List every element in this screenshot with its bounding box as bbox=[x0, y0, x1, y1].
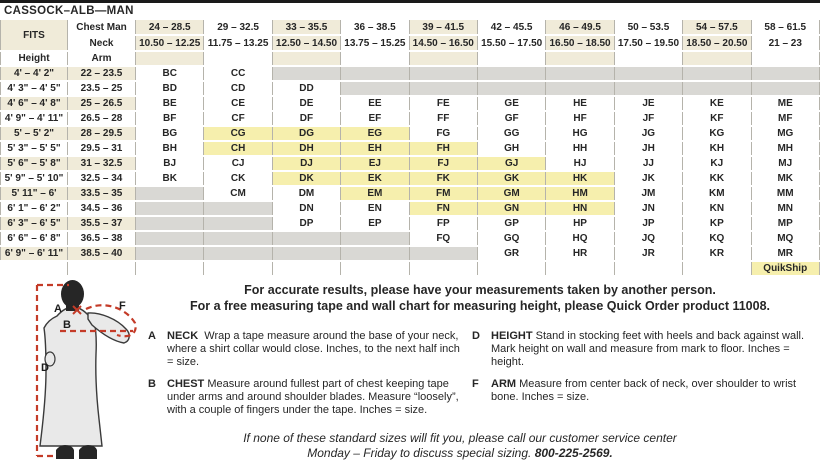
unavailable-cell bbox=[341, 247, 409, 260]
size-code-cell: DM bbox=[273, 187, 341, 200]
size-code-cell: EP bbox=[341, 217, 409, 230]
size-code-cell: CC bbox=[204, 67, 272, 80]
size-code-cell: GF bbox=[478, 112, 546, 125]
chest-range-cell: 42 – 45.5 bbox=[478, 20, 546, 34]
intro-text bbox=[140, 282, 820, 314]
size-code-cell: JK bbox=[615, 172, 683, 185]
size-code-cell: DF bbox=[273, 112, 341, 125]
empty-header-cell bbox=[273, 52, 341, 65]
size-code-cell: KM bbox=[683, 187, 751, 200]
size-code-cell: MH bbox=[752, 142, 820, 155]
note-text: Measure around fullest part of chest keeping tape under arms and around shoulder blades. Measure “loosely”, with a couple of fingers under the tape. Inches = size. bbox=[167, 378, 459, 416]
special-sizing-note bbox=[100, 431, 820, 461]
size-table-header bbox=[0, 20, 820, 65]
empty-header-cell bbox=[204, 52, 272, 65]
size-row bbox=[0, 217, 820, 230]
size-code-cell: EH bbox=[341, 142, 409, 155]
note-term: CHEST bbox=[167, 378, 205, 390]
size-table bbox=[0, 18, 820, 277]
note-neck bbox=[148, 330, 466, 369]
arm-range-cell: 31 – 32.5 bbox=[68, 157, 136, 170]
note-letter: B bbox=[148, 378, 156, 390]
neck-range-cell: 18.50 – 20.50 bbox=[683, 36, 751, 50]
size-code-cell: DJ bbox=[273, 157, 341, 170]
size-row bbox=[0, 202, 820, 215]
size-code-cell: GJ bbox=[478, 157, 546, 170]
chest-range-cell: 58 – 61.5 bbox=[752, 20, 820, 34]
spacer-cell bbox=[136, 262, 204, 275]
unavailable-cell bbox=[273, 67, 341, 80]
unavailable-cell bbox=[546, 67, 614, 80]
size-code-cell: JE bbox=[615, 97, 683, 110]
unavailable-cell bbox=[136, 217, 204, 230]
size-code-cell: MM bbox=[752, 187, 820, 200]
size-code-cell: DP bbox=[273, 217, 341, 230]
arm-range-cell: 26.5 – 28 bbox=[68, 112, 136, 125]
size-code-cell: BK bbox=[136, 172, 204, 185]
arm-range-cell: 25 – 26.5 bbox=[68, 97, 136, 110]
size-code-cell: MQ bbox=[752, 232, 820, 245]
size-code-cell: GN bbox=[478, 202, 546, 215]
unavailable-cell bbox=[273, 247, 341, 260]
unavailable-cell bbox=[341, 82, 409, 95]
size-code-cell: MR bbox=[752, 247, 820, 260]
size-code-cell: FG bbox=[410, 127, 478, 140]
unavailable-cell bbox=[136, 247, 204, 260]
size-code-cell: CM bbox=[204, 187, 272, 200]
unavailable-cell bbox=[410, 247, 478, 260]
size-code-cell: MN bbox=[752, 202, 820, 215]
spacer-cell bbox=[546, 262, 614, 275]
intro-line-2: For a free measuring tape and wall chart for measuring height, please Quick Order product 11008. bbox=[189, 299, 771, 313]
height-range-cell: 5' 9" – 5' 10" bbox=[0, 172, 68, 185]
size-code-cell: HM bbox=[546, 187, 614, 200]
spacer-cell bbox=[341, 262, 409, 275]
height-column-header: Height bbox=[0, 52, 68, 65]
note-body bbox=[491, 330, 820, 369]
size-code-cell: CE bbox=[204, 97, 272, 110]
neck-row-label: Neck bbox=[68, 36, 136, 50]
size-code-cell: FM bbox=[410, 187, 478, 200]
size-code-cell: JP bbox=[615, 217, 683, 230]
arm-range-cell: 38.5 – 40 bbox=[68, 247, 136, 260]
left-foot-shape bbox=[56, 445, 74, 459]
neck-range-cell: 16.50 – 18.50 bbox=[546, 36, 614, 50]
notes-column-left bbox=[148, 330, 466, 426]
size-code-cell: KH bbox=[683, 142, 751, 155]
neck-range-cell: 11.75 – 13.25 bbox=[204, 36, 272, 50]
size-code-cell: BC bbox=[136, 67, 204, 80]
size-code-cell: EJ bbox=[341, 157, 409, 170]
empty-header-cell bbox=[546, 52, 614, 65]
unavailable-cell bbox=[341, 232, 409, 245]
arm-range-cell: 23.5 – 25 bbox=[68, 82, 136, 95]
size-code-cell: DH bbox=[273, 142, 341, 155]
note-height bbox=[472, 330, 820, 369]
size-code-cell: KN bbox=[683, 202, 751, 215]
neck-range-cell: 21 – 23 bbox=[752, 36, 820, 50]
arm-range-cell: 28 – 29.5 bbox=[68, 127, 136, 140]
quikship-row bbox=[0, 262, 820, 275]
height-range-cell: 6' 6" – 6' 8" bbox=[0, 232, 68, 245]
height-range-cell: 4' 6" – 4' 8" bbox=[0, 97, 68, 110]
arm-range-cell: 36.5 – 38 bbox=[68, 232, 136, 245]
note-letter: F bbox=[472, 378, 479, 390]
size-code-cell: EF bbox=[341, 112, 409, 125]
size-code-cell: HP bbox=[546, 217, 614, 230]
size-code-cell: JM bbox=[615, 187, 683, 200]
note-letter: A bbox=[148, 330, 156, 342]
notes-column-right bbox=[472, 330, 820, 413]
size-code-cell: MJ bbox=[752, 157, 820, 170]
size-code-cell: HF bbox=[546, 112, 614, 125]
special-sizing-line-1: If none of these standard sizes will fit you, please call our customer service center bbox=[243, 431, 677, 445]
unavailable-cell bbox=[683, 82, 751, 95]
size-code-cell: GR bbox=[478, 247, 546, 260]
unavailable-cell bbox=[546, 82, 614, 95]
note-body bbox=[491, 378, 820, 404]
empty-header-cell bbox=[615, 52, 683, 65]
intro-line-1: For accurate results, please have your measurements taken by another person. bbox=[244, 283, 716, 297]
neck-range-cell: 13.75 – 15.25 bbox=[341, 36, 409, 50]
spacer-cell bbox=[204, 262, 272, 275]
size-code-cell: KG bbox=[683, 127, 751, 140]
special-sizing-text: Monday – Friday to discuss special sizing. bbox=[307, 446, 532, 460]
unavailable-cell bbox=[204, 247, 272, 260]
size-code-cell: CJ bbox=[204, 157, 272, 170]
chest-range-cell: 24 – 28.5 bbox=[136, 20, 204, 34]
size-code-cell: FF bbox=[410, 112, 478, 125]
spacer-cell bbox=[410, 262, 478, 275]
size-code-cell: CG bbox=[204, 127, 272, 140]
empty-header-cell bbox=[478, 52, 546, 65]
size-code-cell: KP bbox=[683, 217, 751, 230]
size-code-cell: FK bbox=[410, 172, 478, 185]
size-code-cell: EE bbox=[341, 97, 409, 110]
size-code-cell: KJ bbox=[683, 157, 751, 170]
size-code-cell: FH bbox=[410, 142, 478, 155]
empty-header-cell bbox=[341, 52, 409, 65]
neck-range-cell: 17.50 – 19.50 bbox=[615, 36, 683, 50]
size-code-cell: GG bbox=[478, 127, 546, 140]
size-code-cell: CF bbox=[204, 112, 272, 125]
size-code-cell: JR bbox=[615, 247, 683, 260]
unavailable-cell bbox=[341, 67, 409, 80]
size-code-cell: DD bbox=[273, 82, 341, 95]
size-row bbox=[0, 172, 820, 185]
empty-header-cell bbox=[683, 52, 751, 65]
arm-range-cell: 33.5 – 35 bbox=[68, 187, 136, 200]
height-range-cell: 5' 6" – 5' 8" bbox=[0, 157, 68, 170]
size-code-cell: CH bbox=[204, 142, 272, 155]
unavailable-cell bbox=[752, 82, 820, 95]
size-row bbox=[0, 112, 820, 125]
spacer-cell bbox=[478, 262, 546, 275]
size-code-cell: KF bbox=[683, 112, 751, 125]
size-code-cell: HQ bbox=[546, 232, 614, 245]
unavailable-cell bbox=[136, 232, 204, 245]
size-code-cell: DG bbox=[273, 127, 341, 140]
chest-range-cell: 36 – 38.5 bbox=[341, 20, 409, 34]
note-chest bbox=[148, 378, 466, 417]
unavailable-cell bbox=[478, 82, 546, 95]
size-table-body bbox=[0, 67, 820, 275]
height-range-cell: 5' 11" – 6' bbox=[0, 187, 68, 200]
fits-header-cell: FITS bbox=[0, 20, 68, 50]
size-code-cell: BH bbox=[136, 142, 204, 155]
size-code-cell: GH bbox=[478, 142, 546, 155]
size-code-cell: ME bbox=[752, 97, 820, 110]
size-code-cell: JH bbox=[615, 142, 683, 155]
size-code-cell: EN bbox=[341, 202, 409, 215]
special-sizing-line-2 bbox=[100, 446, 820, 461]
chest-range-cell: 29 – 32.5 bbox=[204, 20, 272, 34]
size-code-cell: GP bbox=[478, 217, 546, 230]
neck-range-cell: 15.50 – 17.50 bbox=[478, 36, 546, 50]
size-row bbox=[0, 157, 820, 170]
size-code-cell: JF bbox=[615, 112, 683, 125]
arm-column-header: Arm bbox=[68, 52, 136, 65]
spacer-cell bbox=[615, 262, 683, 275]
size-code-cell: MF bbox=[752, 112, 820, 125]
size-code-cell: DN bbox=[273, 202, 341, 215]
size-code-cell: HJ bbox=[546, 157, 614, 170]
figure-label-arm: F bbox=[119, 300, 126, 312]
neck-range-cell: 10.50 – 12.25 bbox=[136, 36, 204, 50]
size-code-cell: FJ bbox=[410, 157, 478, 170]
figure-label-chest: B bbox=[63, 319, 71, 331]
size-code-cell: JQ bbox=[615, 232, 683, 245]
chest-range-cell: 46 – 49.5 bbox=[546, 20, 614, 34]
size-code-cell: FN bbox=[410, 202, 478, 215]
arm-range-cell: 32.5 – 34 bbox=[68, 172, 136, 185]
robe-shape bbox=[40, 307, 102, 446]
height-range-cell: 6' 1" – 6' 2" bbox=[0, 202, 68, 215]
size-code-cell: GE bbox=[478, 97, 546, 110]
size-code-cell: KR bbox=[683, 247, 751, 260]
note-term: ARM bbox=[491, 378, 517, 390]
size-code-cell: BE bbox=[136, 97, 204, 110]
size-code-cell: DE bbox=[273, 97, 341, 110]
unavailable-cell bbox=[752, 67, 820, 80]
height-range-cell: 4' – 4' 2" bbox=[0, 67, 68, 80]
size-code-cell: HN bbox=[546, 202, 614, 215]
size-code-cell: FP bbox=[410, 217, 478, 230]
height-range-cell: 6' 3" – 6' 5" bbox=[0, 217, 68, 230]
unavailable-cell bbox=[615, 82, 683, 95]
size-code-cell: CK bbox=[204, 172, 272, 185]
note-text: Stand in stocking feet with heels and back against wall. Mark height on wall and measure from mark to floor. Inches = height. bbox=[491, 330, 805, 368]
note-body bbox=[167, 378, 466, 417]
head-shape bbox=[61, 280, 84, 308]
size-code-cell: HH bbox=[546, 142, 614, 155]
size-code-cell: KE bbox=[683, 97, 751, 110]
size-code-cell: BD bbox=[136, 82, 204, 95]
size-code-cell: JN bbox=[615, 202, 683, 215]
size-code-cell: FE bbox=[410, 97, 478, 110]
empty-header-cell bbox=[410, 52, 478, 65]
unavailable-cell bbox=[204, 217, 272, 230]
arm-range-cell: 35.5 – 37 bbox=[68, 217, 136, 230]
unavailable-cell bbox=[410, 67, 478, 80]
customer-service-phone: 800-225-2569. bbox=[534, 446, 613, 460]
size-code-cell: GQ bbox=[478, 232, 546, 245]
unavailable-cell bbox=[136, 187, 204, 200]
figure-label-neck: A bbox=[54, 303, 62, 315]
unavailable-cell bbox=[478, 67, 546, 80]
arm-range-cell: 22 – 23.5 bbox=[68, 67, 136, 80]
figure-label-height: D bbox=[41, 362, 49, 374]
size-row bbox=[0, 187, 820, 200]
spacer-cell bbox=[68, 262, 136, 275]
note-letter: D bbox=[472, 330, 480, 342]
size-code-cell: MG bbox=[752, 127, 820, 140]
note-body bbox=[167, 330, 466, 369]
arm-range-cell: 34.5 – 36 bbox=[68, 202, 136, 215]
size-code-cell: HE bbox=[546, 97, 614, 110]
spacer-cell bbox=[273, 262, 341, 275]
spacer-cell bbox=[0, 262, 68, 275]
note-term: NECK bbox=[167, 330, 199, 342]
size-code-cell: GM bbox=[478, 187, 546, 200]
size-code-cell: BJ bbox=[136, 157, 204, 170]
size-code-cell: FQ bbox=[410, 232, 478, 245]
neck-range-cell: 12.50 – 14.50 bbox=[273, 36, 341, 50]
chest-row-label: Chest Man bbox=[68, 20, 136, 34]
size-row bbox=[0, 127, 820, 140]
note-text: Wrap a tape measure around the base of your neck, where a shirt collar would close. Inches, to the next half inch = size. bbox=[167, 330, 460, 368]
height-range-cell: 4' 3" – 4' 5" bbox=[0, 82, 68, 95]
size-code-cell: GK bbox=[478, 172, 546, 185]
size-code-cell: EM bbox=[341, 187, 409, 200]
chart-title: CASSOCK–ALB—MAN bbox=[0, 0, 820, 19]
chest-range-cell: 33 – 35.5 bbox=[273, 20, 341, 34]
size-row bbox=[0, 82, 820, 95]
size-code-cell: EK bbox=[341, 172, 409, 185]
height-range-cell: 6' 9" – 6' 11" bbox=[0, 247, 68, 260]
size-code-cell: KK bbox=[683, 172, 751, 185]
height-range-cell: 4' 9" – 4' 11" bbox=[0, 112, 68, 125]
size-code-cell: HR bbox=[546, 247, 614, 260]
chest-range-cell: 50 – 53.5 bbox=[615, 20, 683, 34]
size-row bbox=[0, 67, 820, 80]
size-code-cell: BF bbox=[136, 112, 204, 125]
unavailable-cell bbox=[615, 67, 683, 80]
size-row bbox=[0, 247, 820, 260]
unavailable-cell bbox=[204, 202, 272, 215]
size-code-cell: EG bbox=[341, 127, 409, 140]
size-code-cell: MP bbox=[752, 217, 820, 230]
arm-range-cell: 29.5 – 31 bbox=[68, 142, 136, 155]
size-code-cell: DK bbox=[273, 172, 341, 185]
chest-range-cell: 54 – 57.5 bbox=[683, 20, 751, 34]
note-arm bbox=[472, 378, 820, 404]
size-code-cell: HG bbox=[546, 127, 614, 140]
quikship-badge: QuikShip bbox=[752, 262, 820, 275]
height-range-cell: 5' – 5' 2" bbox=[0, 127, 68, 140]
size-row bbox=[0, 232, 820, 245]
unavailable-cell bbox=[683, 67, 751, 80]
size-code-cell: CD bbox=[204, 82, 272, 95]
height-range-cell: 5' 3" – 5' 5" bbox=[0, 142, 68, 155]
size-code-cell: KQ bbox=[683, 232, 751, 245]
size-code-cell: JJ bbox=[615, 157, 683, 170]
size-code-cell: JG bbox=[615, 127, 683, 140]
unavailable-cell bbox=[273, 232, 341, 245]
size-row bbox=[0, 97, 820, 110]
size-code-cell: BG bbox=[136, 127, 204, 140]
size-row bbox=[0, 142, 820, 155]
size-code-cell: HK bbox=[546, 172, 614, 185]
note-text: Measure from center back of neck, over shoulder to wrist bone. Inches = size. bbox=[491, 378, 797, 403]
empty-header-cell bbox=[136, 52, 204, 65]
spacer-cell bbox=[683, 262, 751, 275]
chest-range-cell: 39 – 41.5 bbox=[410, 20, 478, 34]
note-term: HEIGHT bbox=[491, 330, 533, 342]
size-code-cell: MK bbox=[752, 172, 820, 185]
empty-header-cell bbox=[752, 52, 820, 65]
right-foot-shape bbox=[79, 445, 97, 459]
unavailable-cell bbox=[136, 202, 204, 215]
unavailable-cell bbox=[410, 82, 478, 95]
unavailable-cell bbox=[204, 232, 272, 245]
neck-range-cell: 14.50 – 16.50 bbox=[410, 36, 478, 50]
